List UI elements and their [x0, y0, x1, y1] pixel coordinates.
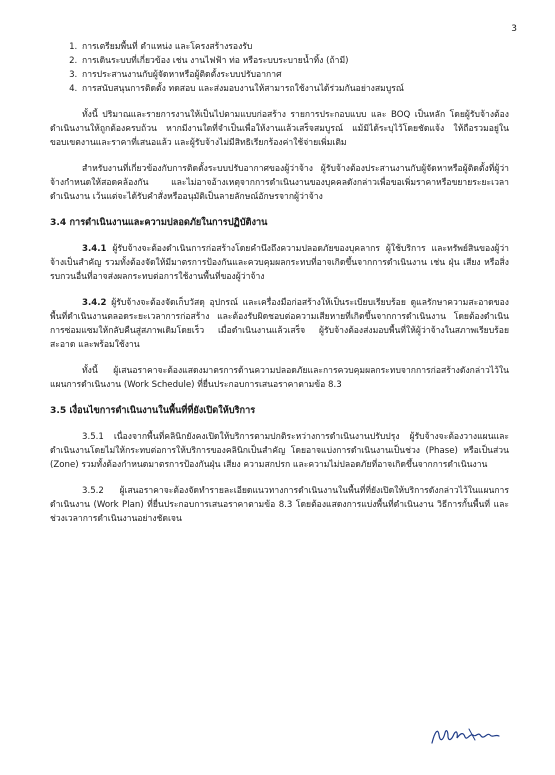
clause-3-4-1 — [50, 242, 509, 284]
clause-number: 3.4.1 — [82, 244, 107, 254]
handwritten-signature — [429, 725, 503, 751]
clause-number: 3.5.1 — [82, 432, 104, 442]
list-item: 3. การประสานงานกับผู้จัดหาหรือผู้ติดตั้งระบบปรับอากาศ — [80, 68, 509, 82]
clause-3-5-1 — [50, 430, 509, 472]
coordination-paragraph: สำหรับงานที่เกี่ยวข้องกับการติดตั้งระบบปรับอากาศของผู้ว่าจ้าง ผู้รับจ้างต้องประสานงานกับผู้จัดหาหรือผู้ติดตั้งที่ผู้ว่าจ้างกำหนดให้สอดคล้องกัน และไม่อาจอ้างเหตุจากการดำเนินงานของบุคคลดังกล่าวเพื่อขอเพิ่มราคาหรือขยายระยะเวลาดำเนินงาน เว้นแต่จะได้รับคำสั่งหรืออนุมัติเป็นลายลักษณ์อักษรจากผู้ว่าจ้าง — [50, 164, 509, 202]
clause-text: ผู้รับจ้างจะต้องจัดเก็บวัสดุ อุปกรณ์ และเครื่องมือก่อสร้างให้เป็นระเบียบเรียบร้อย ดูแลรักษาความสะอาดของพื้นที่ดำเนินงานตลอดระยะเวลาการก่อสร้าง และต้องรับผิดชอบต่อความเสียหายที่เกิดขึ้นจากการดำเนินงาน โดยต้องดำเนินการซ่อมแซมให้กลับคืนสู่สภาพเดิมโดยเร็ว เมื่อดำเนินงานแล้วเสร็จ ผู้รับจ้างต้องส่งมอบพื้นที่ให้ผู้ว่าจ้างในสภาพเรียบร้อย สะอาด และพร้อมใช้งาน — [50, 298, 509, 350]
section-3-5-heading: 3.5 เงื่อนไขการดำเนินงานในพื้นที่ที่ยังเปิดให้บริการ — [50, 405, 256, 416]
list-item: 4. การสนับสนุนการติดตั้ง ทดสอบ และส่งมอบงานให้สามารถใช้งานได้ร่วมกันอย่างสมบูรณ์ — [80, 82, 509, 96]
scope-list — [50, 40, 509, 96]
clause-3-5-2 — [50, 484, 509, 526]
scope-paragraph: ทั้งนี้ ปริมาณและรายการงานให้เป็นไปตามแบบก่อสร้าง รายการประกอบแบบ และ BOQ เป็นหลัก โดยผู้รับจ้างต้องดำเนินงานให้ถูกต้องครบถ้วน หากมีงานใดที่จำเป็นเพื่อให้งานแล้วเสร็จสมบูรณ์ แม้มิได้ระบุไว้โดยชัดแจ้ง ให้ถือรวมอยู่ในขอบเขตงานและราคาที่เสนอแล้ว และผู้รับจ้างไม่มีสิทธิเรียกร้องค่าใช้จ่ายเพิ่มเติม — [50, 110, 509, 148]
list-item: 1. การเตรียมพื้นที่ ตำแหน่ง และโครงสร้างรองรับ — [80, 40, 509, 54]
clause-text: ผู้รับจ้างจะต้องดำเนินการก่อสร้างโดยคำนึงถึงความปลอดภัยของบุคลากร ผู้ใช้บริการ และทรัพย์สินของผู้ว่าจ้างเป็นสำคัญ รวมทั้งต้องจัดให้มีมาตรการป้องกันและควบคุมผลกระทบที่อาจเกิดขึ้นจากการดำเนินงาน เช่น ฝุ่น เสียง หรือสิ่งรบกวนอื่นที่อาจส่งผลกระทบต่อการใช้งานพื้นที่ของผู้ว่าจ้าง — [50, 244, 509, 282]
clause-text: ผู้เสนอราคาจะต้องจัดทำรายละเอียดแนวทางการดำเนินงานในพื้นที่ที่ยังเปิดให้บริการดังกล่าวไว้ในแผนการดำเนินงาน (Work Plan) ที่ยื่นประกอบการเสนอราคาตามข้อ 8.3 โดยต้องแสดงการแบ่งพื้นที่ดำเนินงาน วิธีการกั้นพื้นที่ และช่วงเวลาการดำเนินงานอย่างชัดเจน — [50, 486, 509, 524]
safety-paragraph: ทั้งนี้ ผู้เสนอราคาจะต้องแสดงมาตรการด้านความปลอดภัยและการควบคุมผลกระทบจากการก่อสร้างดังกล่าวไว้ในแผนการดำเนินงาน (Work Schedule) ที่ยื่นประกอบการเสนอราคาตามข้อ 8.3 — [50, 366, 509, 390]
document-body — [50, 40, 509, 538]
clause-number: 3.5.2 — [82, 486, 104, 496]
clause-number: 3.4.2 — [82, 298, 107, 308]
section-3-4-heading: 3.4 การดำเนินงานและความปลอดภัยในการปฏิบัติงาน — [50, 217, 268, 228]
clause-text: เนื่องจากพื้นที่คลินิกยังคงเปิดให้บริการตามปกติระหว่างการดำเนินงานปรับปรุง ผู้รับจ้างจะต้องวางแผนและดำเนินงานโดยไม่ให้กระทบต่อการให้บริการของคลินิกเป็นสำคัญ โดยอาจแบ่งการดำเนินงานเป็นช่วง (Phase) หรือเป็นส่วน (Zone) รวมทั้งต้องกำหนดมาตรการป้องกันฝุ่น เสียง ความสกปรก และความไม่ปลอดภัยที่อาจเกิดขึ้นจากการดำเนินงาน — [50, 432, 509, 470]
list-item: 2. การเดินระบบที่เกี่ยวข้อง เช่น งานไฟฟ้า ท่อ หรือระบบระบายน้ำทิ้ง (ถ้ามี) — [80, 54, 509, 68]
page-number: 3 — [511, 24, 517, 34]
clause-3-4-2 — [50, 296, 509, 352]
